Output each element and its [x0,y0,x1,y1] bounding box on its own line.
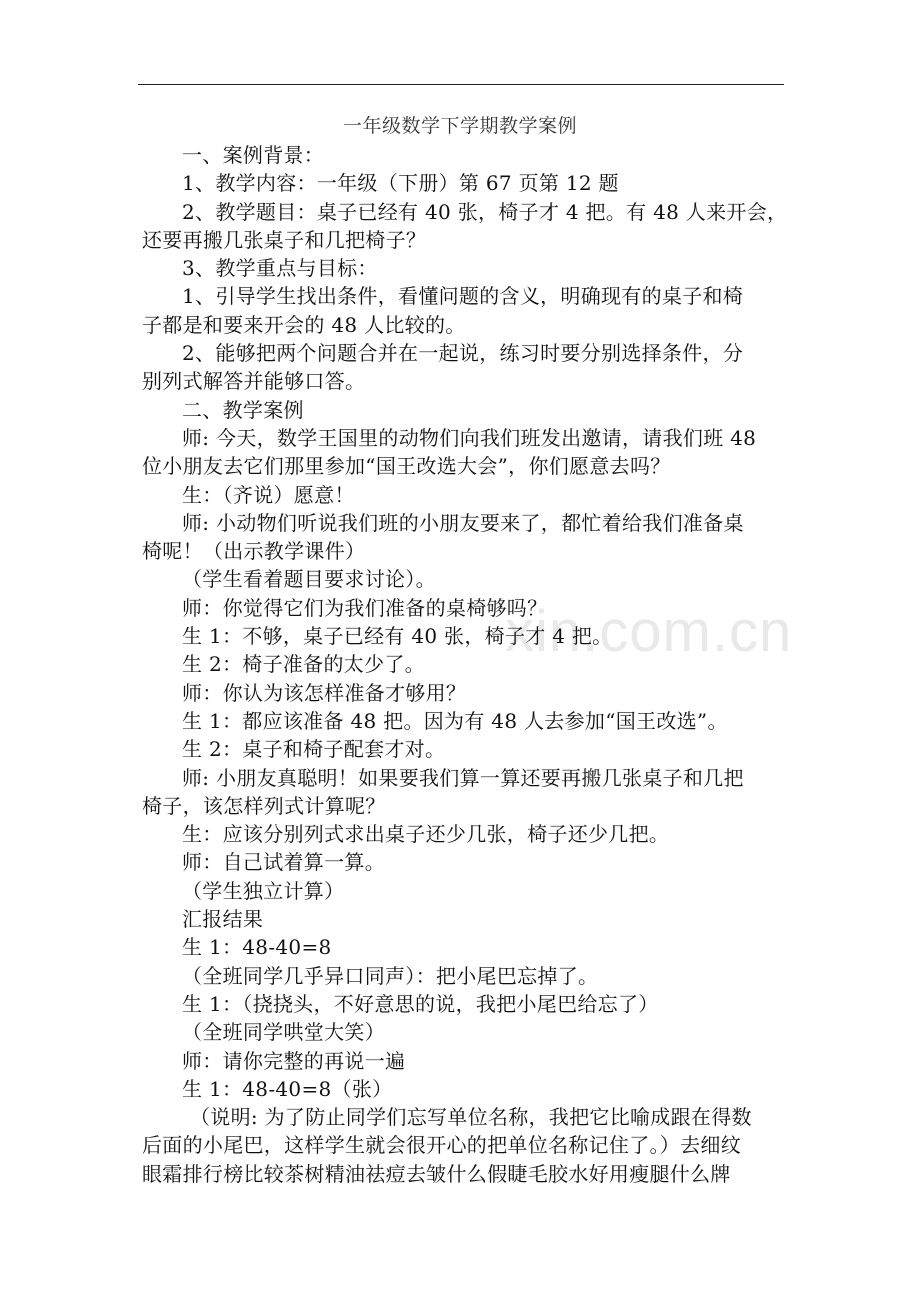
header-rule [138,84,784,85]
note-line: 眼霜排行榜比较茶树精油祛痘去皱什么假睫毛胶水好用瘦腿什么牌 [142,1161,731,1186]
note-line: 后面的小尾巴，这样学生就会很开心的把单位名称记住了。）去细纹 [142,1133,741,1158]
dialogue-line: 师：你觉得它们为我们准备的桌椅够吗？ [182,595,548,620]
dialogue-line: 椅呢！（出示教学课件） [142,539,366,564]
dialogue-line: 生：（齐说）愿意！ [182,482,355,507]
document-body [140,141,786,1188]
dialogue-line: （学生看着题目要求讨论）。 [182,567,436,592]
dialogue-line: 生 1：48-40=8（张） [182,1076,393,1101]
dialogue-line: 汇报结果 [182,907,264,932]
paragraph-line: 1、引导学生找出条件，看懂问题的含义，明确现有的桌子和椅 [182,284,744,309]
paragraph-line: 子都是和要来开会的 48 人比较的。 [142,312,466,337]
paragraph-line: 别列式解答并能够口答。 [142,369,366,394]
dialogue-line: 师: 小朋友真聪明！如果要我们算一算还要再搬几张桌子和几把 [182,765,744,790]
dialogue-line: 椅子，该怎样列式计算呢？ [142,793,386,818]
paragraph-line: 1、教学内容：一年级（下册）第 67 页第 12 题 [182,171,619,196]
dialogue-line: 位小朋友去它们那里参加“国王改选大会”，你们愿意去吗？ [142,454,671,479]
page-title: 一年级数学下学期教学案例 [342,115,577,137]
paragraph-line: 3、教学重点与目标： [182,256,378,281]
dialogue-line: 生：应该分别列式求出桌子还少几张，椅子还少几把。 [182,822,670,847]
watermark: xin.com.cn [505,599,793,664]
dialogue-line: 师：请你完整的再说一遍 [182,1048,406,1073]
dialogue-line: （全班同学哄堂大笑） [182,1020,385,1045]
section-heading-background: 一、案例背景： [182,143,325,167]
dialogue-line: 生 1：不够，桌子已经有 40 张，椅子才 4 把。 [182,624,613,649]
dialogue-line: 师: 小动物们听说我们班的小朋友要来了，都忙着给我们准备桌 [182,510,744,535]
section-heading-case: 二、教学案例 [182,397,304,422]
paragraph-line: 2、教学题目：桌子已经有 40 张，椅子才 4 把。有 48 人来开会， [182,199,788,224]
dialogue-line: 生 1：（挠挠头，不好意思的说，我把小尾巴给忘了） [182,991,659,1016]
note-line: （说明: 为了防止同学们忘写单位名称，我把它比喻成跟在得数 [190,1105,752,1130]
dialogue-line: （学生独立计算） [182,878,345,903]
dialogue-line: 生 1：48-40=8 [182,935,332,960]
dialogue-line: （全班同学几乎异口同声）：把小尾巴忘掉了。 [182,963,599,988]
dialogue-line: 师: 今天，数学王国里的动物们向我们班发出邀请，请我们班 48 [182,425,757,450]
dialogue-line: 师：你认为该怎样准备才够用？ [182,680,467,705]
dialogue-line: 师：自己试着算一算。 [182,850,385,875]
paragraph-line: 2、能够把两个问题合并在一起说，练习时要分别选择条件，分 [182,341,744,366]
dialogue-line: 生 2：椅子准备的太少了。 [182,652,425,677]
paragraph-line: 还要再搬几张桌子和几把椅子？ [142,227,427,252]
dialogue-line: 生 1：都应该准备 48 把。因为有 48 人去参加“国王改选”。 [182,708,728,733]
dialogue-line: 生 2：桌子和椅子配套才对。 [182,737,446,762]
